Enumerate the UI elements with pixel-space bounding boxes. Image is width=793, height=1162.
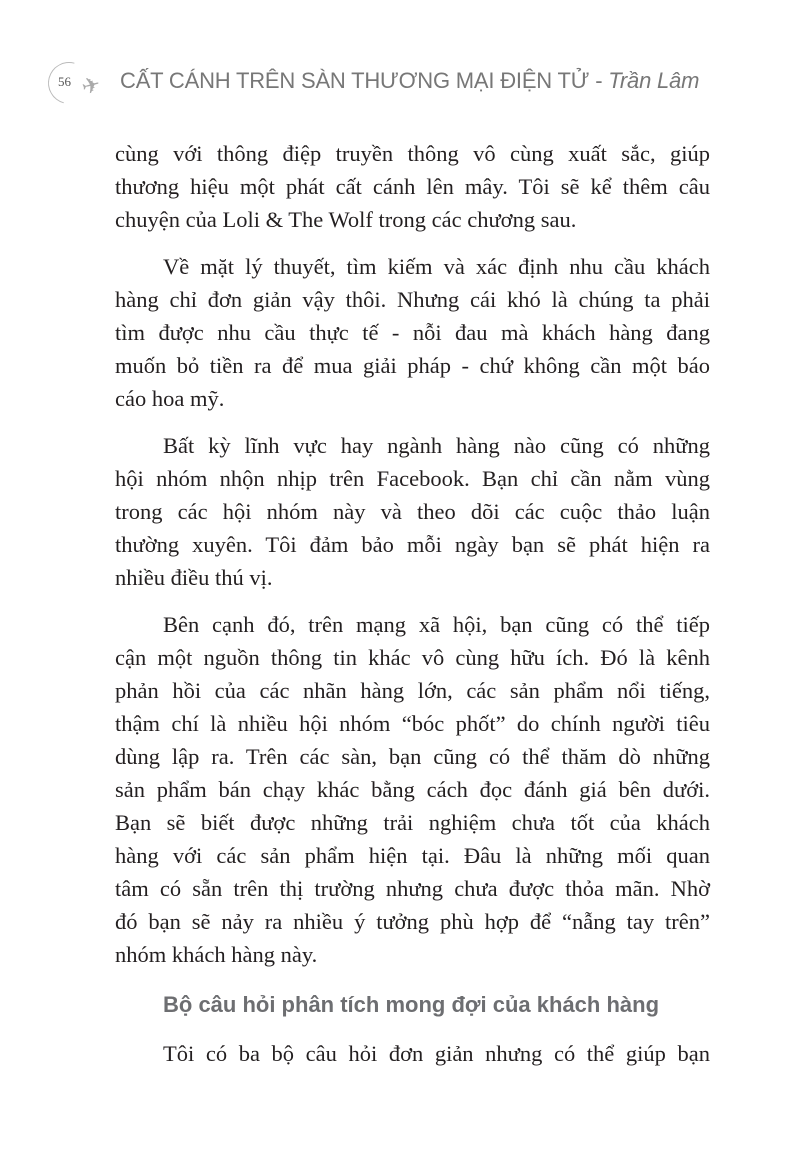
text-line: Về mặt lý thuyết, tìm kiếm và xác định nhu cầu khách xyxy=(163,254,710,279)
text-line: thương hiệu một phát cất cánh lên mây. Tôi sẽ kể thêm câu xyxy=(115,174,710,199)
text-line: hàng chỉ đơn giản vậy thôi. Nhưng cái khó là chúng ta phải xyxy=(115,287,710,312)
title-separator: - xyxy=(589,68,609,93)
book-title-text: CẤT CÁNH TRÊN SÀN THƯƠNG MẠI ĐIỆN TỬ xyxy=(120,68,590,93)
paragraph xyxy=(115,137,710,236)
text-line: thậm chí là nhiều hội nhóm “bóc phốt” do chính người tiêu xyxy=(115,711,710,736)
paragraph xyxy=(115,1037,710,1070)
author-name: Trần Lâm xyxy=(608,68,700,93)
text-line: tâm có sẵn trên thị trường nhưng chưa được thỏa mãn. Nhờ xyxy=(115,876,710,901)
page-body xyxy=(115,137,710,1084)
text-line: trong các hội nhóm này và theo dõi các cuộc thảo luận xyxy=(115,499,710,524)
airplane-icon: ✈ xyxy=(79,72,104,101)
text-line: hội nhóm nhộn nhịp trên Facebook. Bạn chỉ cần nằm vùng xyxy=(115,466,710,491)
text-line: phản hồi của các nhãn hàng lớn, các sản phẩm nổi tiếng, xyxy=(115,678,710,703)
text-line: chuyện của Loli & The Wolf trong các chương sau. xyxy=(115,207,577,232)
paragraph xyxy=(115,608,710,971)
text-line: cận một nguồn thông tin khác vô cùng hữu ích. Đó là kênh xyxy=(115,645,710,670)
text-line: Bạn sẽ biết được những trải nghiệm chưa tốt của khách xyxy=(115,810,710,835)
paragraph xyxy=(115,429,710,594)
section-heading: Bộ câu hỏi phân tích mong đợi của khách hàng xyxy=(163,992,660,1017)
text-line: thường xuyên. Tôi đảm bảo mỗi ngày bạn sẽ phát hiện ra xyxy=(115,532,710,557)
text-line: nhóm khách hàng này. xyxy=(115,942,318,967)
paragraph xyxy=(115,250,710,415)
text-line: cùng với thông điệp truyền thông vô cùng xuất sắc, giúp xyxy=(115,141,710,166)
text-line: Bên cạnh đó, trên mạng xã hội, bạn cũng có thể tiếp xyxy=(163,612,710,637)
text-line: nhiều điều thú vị. xyxy=(115,565,273,590)
text-line: Tôi có ba bộ câu hỏi đơn giản nhưng có thể giúp bạn xyxy=(163,1041,710,1066)
text-line: tìm được nhu cầu thực tế - nỗi đau mà khách hàng đang xyxy=(115,320,710,345)
text-line: muốn bỏ tiền ra để mua giải pháp - chứ không cần một báo xyxy=(115,353,710,378)
text-line: đó bạn sẽ nảy ra nhiều ý tưởng phù hợp để “nẫng tay trên” xyxy=(115,909,710,934)
book-title xyxy=(120,68,699,94)
text-line: hàng với các sản phẩm hiện tại. Đâu là những mối quan xyxy=(115,843,710,868)
page-number: 56 xyxy=(58,74,71,89)
text-line: cáo hoa mỹ. xyxy=(115,386,225,411)
text-line: dùng lập ra. Trên các sàn, bạn cũng có thể thăm dò những xyxy=(115,744,710,769)
running-header xyxy=(48,60,700,104)
text-line: sản phẩm bán chạy khác bằng cách đọc đánh giá bên dưới. xyxy=(115,777,710,802)
text-line: Bất kỳ lĩnh vực hay ngành hàng nào cũng có những xyxy=(163,433,710,458)
